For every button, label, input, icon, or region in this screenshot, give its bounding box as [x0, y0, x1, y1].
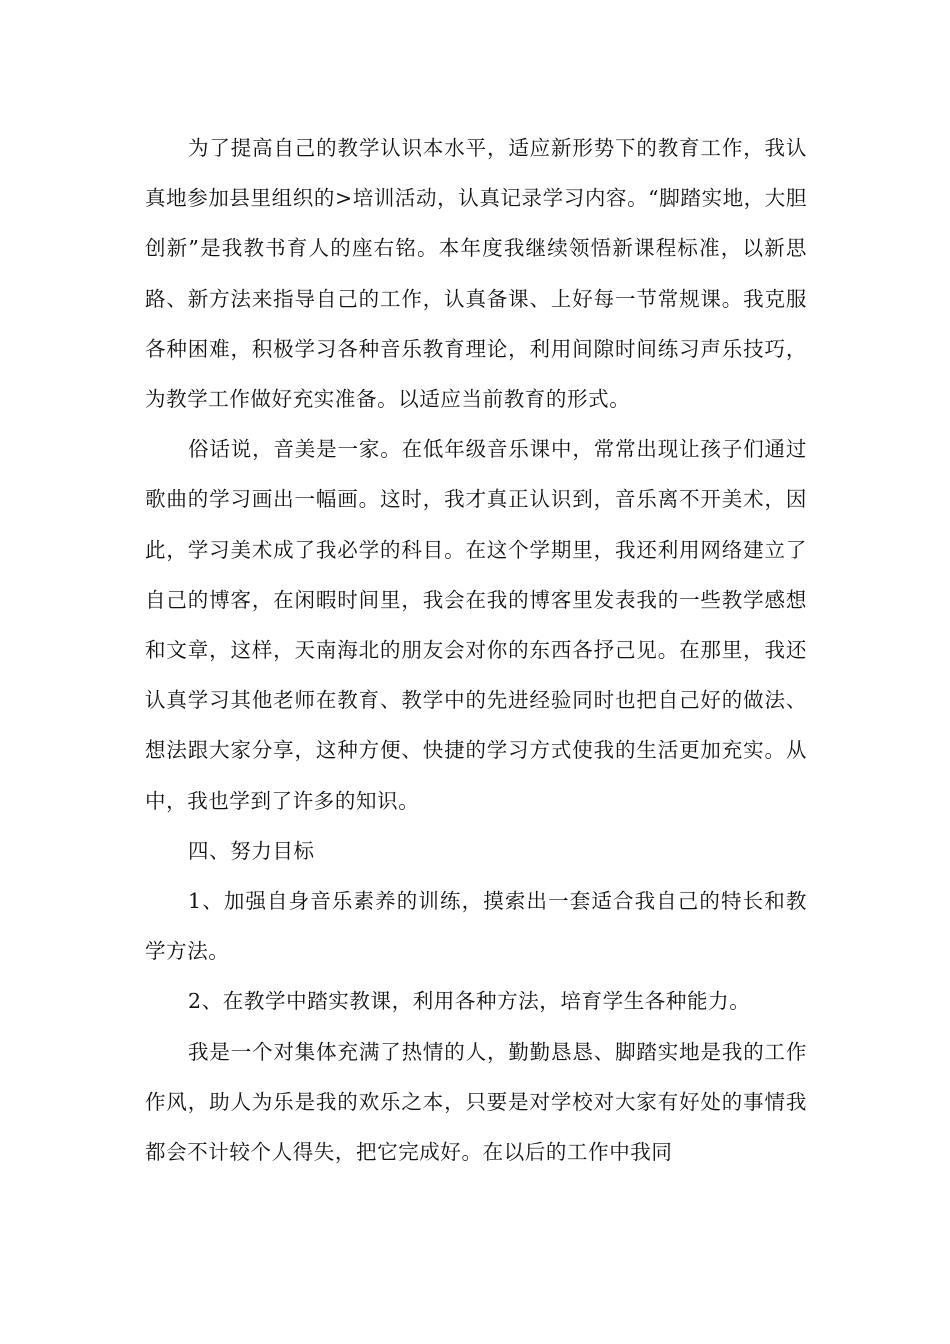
- document-body: [145, 123, 807, 1177]
- paragraph-music-and-art: 俗话说，音美是一家。在低年级音乐课中，常常出现让孩子们通过歌曲的学习画出一幅画。这时，我才真正认识到，音乐离不开美术，因此，学习美术成了我必学的科目。在这个学期里，我还利用网络建立了自己的博客，在闲暇时间里，我会在我的博客里发表我的一些教学感想和文章，这样，天南海北的朋友会对你的东西各抒己见。在那里，我还认真学习其他老师在教育、教学中的先进经验同时也把自己好的做法、想法跟大家分享，这种方便、快捷的学习方式使我的生活更加充实。从中，我也学到了许多的知识。: [145, 437, 807, 813]
- goal-item-1: 1、加强自身音乐素养的训练，摸索出一套适合我自己的特长和教学方法。: [145, 889, 807, 964]
- section-heading-goals: 四、努力目标: [188, 838, 315, 863]
- goal-item-2: 2、在教学中踏实教课，利用各种方法，培育学生各种能力。: [188, 989, 751, 1014]
- paragraph-work-attitude: 我是一个对集体充满了热情的人，勤勤恳恳、脚踏实地是我的工作作风，助人为乐是我的欢乐之本，只要是对学校对大家有好处的事情我都会不计较个人得失，把它完成好。在以后的工作中我同: [145, 1039, 807, 1165]
- paragraph-self-study: 为了提高自己的教学认识本水平，适应新形势下的教育工作，我认真地参加县里组织的>培训活动，认真记录学习内容。“脚踏实地，大胆创新”是我教书育人的座右铭。本年度我继续领悟新课程标准，以新思路、新方法来指导自己的工作，认真备课、上好每一节常规课。我克服各种困难，积极学习各种音乐教育理论，利用间隙时间练习声乐技巧，为教学工作做好充实准备。以适应当前教育的形式。: [145, 136, 807, 412]
